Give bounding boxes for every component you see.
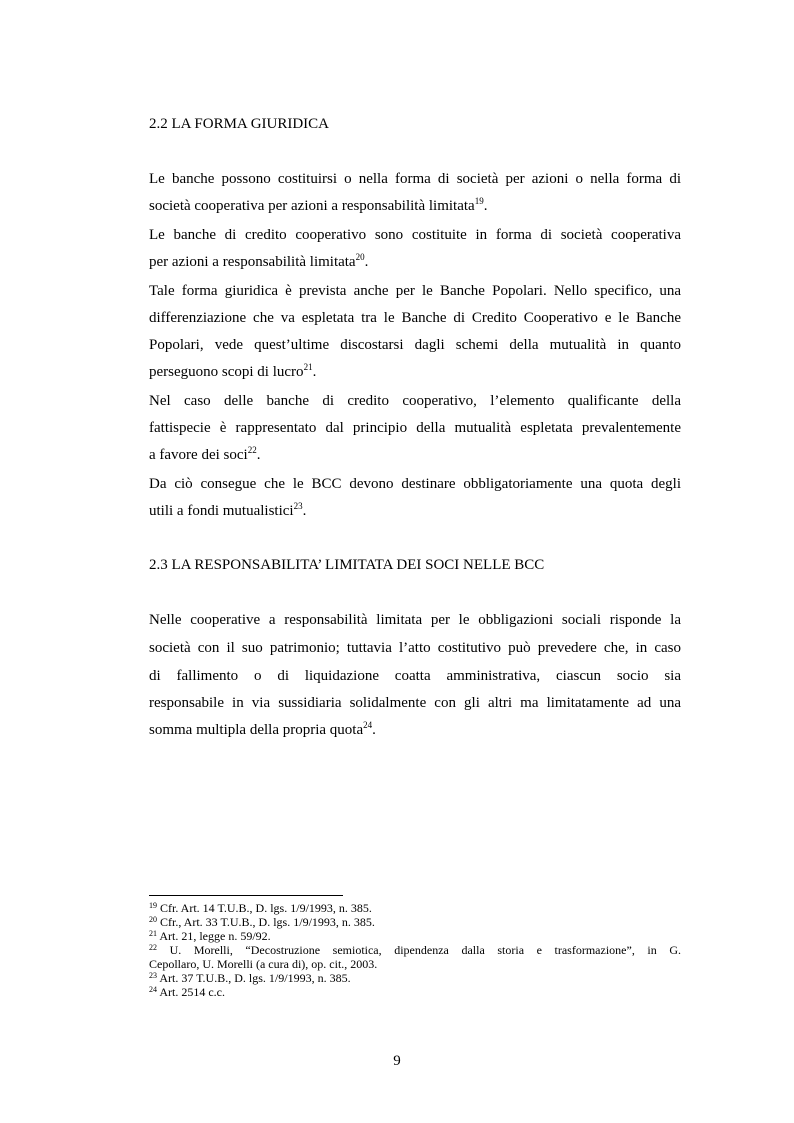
body-line: fattispecie è rappresentato dal principio della mutualità espletata prevalentemente — [149, 420, 681, 436]
footnote-ref: 21 — [303, 362, 313, 372]
body-line: Nel caso delle banche di credito cooperativo, l’elemento qualificante della — [149, 393, 681, 409]
page-number: 9 — [393, 1053, 401, 1069]
body-line: a favore dei soci$^{22}$. — [149, 445, 261, 463]
body-line: utili a fondi mutualistici$^{23}$. — [149, 501, 307, 519]
footnote-ref: 23 — [293, 501, 303, 511]
body-line: Da ciò consegue che le BCC devono destinare obbligatoriamente una quota degli — [149, 476, 681, 492]
body-line: Popolari, vede quest’ultime discostarsi dagli schemi della mutualità in quanto — [149, 337, 681, 353]
body-line: società con il suo patrimonio; tuttavia l’atto costitutivo può prevedere che, in caso — [149, 640, 681, 656]
body-line: per azioni a responsabilità limitata$^{20}$. — [149, 252, 369, 270]
footnote-ref: 19 — [474, 196, 484, 206]
section-heading-2-2: 2.2 LA FORMA GIURIDICA — [149, 116, 330, 132]
footnote: $^{19}$ Cfr. Art. 14 T.U.B., D. lgs. 1/9/1993, n. 385. — [149, 901, 372, 915]
footnote: $^{21}$ Art. 21, legge n. 59/92. — [149, 929, 271, 943]
body-line: Le banche di credito cooperativo sono costituite in forma di società cooperativa — [149, 227, 681, 243]
footnote-ref: 20 — [355, 252, 365, 262]
body-line: Tale forma giuridica è prevista anche per le Banche Popolari. Nello specifico, una — [149, 283, 681, 299]
footnote-continuation: Cepollaro, U. Morelli (a cura di), op. cit., 2003. — [149, 957, 378, 971]
footnote: $^{23}$ Art. 37 T.U.B., D. lgs. 1/9/1993, n. 385. — [149, 971, 351, 985]
body-line: Le banche possono costituirsi o nella forma di società per azioni o nella forma di — [149, 171, 681, 187]
footnote-ref: 24 — [363, 720, 373, 730]
body-line: responsabile in via sussidiaria solidalmente con gli altri ma limitatamente ad una — [149, 695, 681, 711]
footnote-ref: 22 — [247, 445, 257, 455]
body-line: Nelle cooperative a responsabilità limitata per le obbligazioni sociali risponde la — [149, 612, 681, 628]
body-line: società cooperativa per azioni a responsabilità limitata$^{19}$. — [149, 196, 488, 214]
footnote-separator — [149, 895, 343, 896]
footnote: $^{20}$ Cfr., Art. 33 T.U.B., D. lgs. 1/9/1993, n. 385. — [149, 915, 375, 929]
footnote: $^{22}$ U. Morelli, “Decostruzione semiotica, dipendenza dalla storia e trasformazione”, in G. — [149, 943, 681, 957]
section-heading-2-3: 2.3 LA RESPONSABILITA’ LIMITATA DEI SOCI NELLE BCC — [149, 557, 545, 573]
body-line: perseguono scopi di lucro$^{21}$. — [149, 362, 317, 380]
body-line: di fallimento o di liquidazione coatta amministrativa, ciascun socio sia — [149, 668, 681, 684]
body-line: differenziazione che va espletata tra le Banche di Credito Cooperativo e le Banche — [149, 310, 681, 326]
footnote: $^{24}$ Art. 2514 c.c. — [149, 985, 225, 999]
body-line: somma multipla della propria quota$^{24}$. — [149, 720, 376, 738]
